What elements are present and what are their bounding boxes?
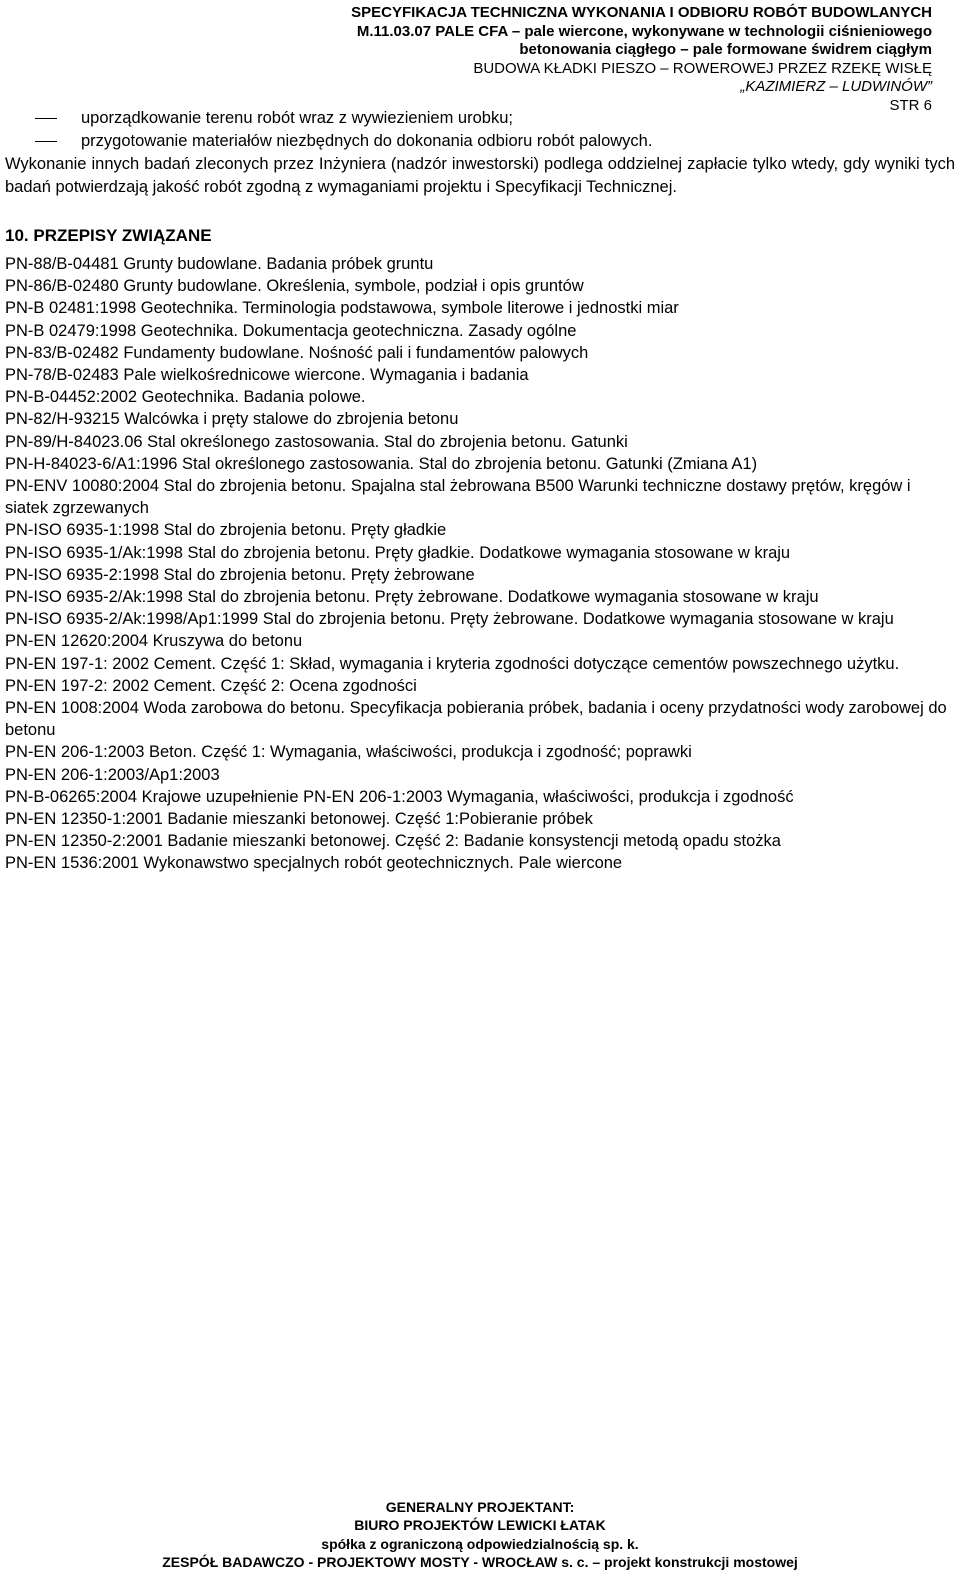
norm-item: PN-EN 197-1: 2002 Cement. Część 1: Skład, wymagania i kryteria zgodności dotyczące cementów powszechnego użytku. <box>5 654 900 673</box>
norm-item: PN-78/B-02483 Pale wielkośrednicowe wiercone. Wymagania i badania <box>5 366 529 385</box>
footer-general-designer-label: GENERALNY PROJEKTANT: <box>385 1499 575 1515</box>
page-header <box>351 4 932 116</box>
page-footer <box>0 1498 960 1572</box>
norm-item: PN-ISO 6935-1/Ak:1998 Stal do zbrojenia betonu. Pręty gładkie. Dodatkowe wymagania stosowane w kraju <box>5 543 791 562</box>
norm-item: PN-B 02479:1998 Geotechnika. Dokumentacja geotechniczna. Zasady ogólne <box>5 321 577 340</box>
norm-item: PN-ISO 6935-1:1998 Stal do zbrojenia betonu. Pręty gładkie <box>5 521 447 540</box>
norm-item: PN-B-04452:2002 Geotechnika. Badania polowe. <box>5 388 366 407</box>
norm-item: PN-EN 1008:2004 Woda zarobowa do betonu. Specyfikacja pobierania próbek, badania i oceny przydatności wody zarobowej do betonu <box>5 699 947 740</box>
dash-bullet-icon <box>35 141 57 142</box>
norm-item: PN-ISO 6935-2:1998 Stal do zbrojenia betonu. Pręty żebrowane <box>5 565 475 584</box>
norm-item: PN-B-06265:2004 Krajowe uzupełnienie PN-EN 206-1:2003 Wymagania, właściwości, produkcja i zgodność <box>5 787 794 806</box>
norm-item: PN-86/B-02480 Grunty budowlane. Określenia, symbole, podział i opis gruntów <box>5 277 584 296</box>
header-spec-title: SPECYFIKACJA TECHNICZNA WYKONANIA I ODBIORU ROBÓT BUDOWLANYCH <box>351 4 932 21</box>
norm-item: PN-89/H-84023.06 Stal określonego zastosowania. Stal do zbrojenia betonu. Gatunki <box>5 432 628 451</box>
norm-item: PN-EN 206-1:2003 Beton. Część 1: Wymagania, właściwości, produkcja i zgodność; poprawki <box>5 743 692 762</box>
norm-item: PN-EN 12620:2004 Kruszywa do betonu <box>5 632 303 651</box>
norm-item: PN-ISO 6935-2/Ak:1998 Stal do zbrojenia betonu. Pręty żebrowane. Dodatkowe wymagania stosowane w kraju <box>5 588 819 607</box>
norm-item: PN-EN 12350-1:2001 Badanie mieszanki betonowej. Część 1:Pobieranie próbek <box>5 810 593 829</box>
section-title: 10. PRZEPISY ZWIĄZANE <box>5 226 212 245</box>
footer-company-name: BIURO PROJEKTÓW LEWICKI ŁATAK <box>354 1517 606 1534</box>
page-number: STR 6 <box>889 96 932 114</box>
bullet-text: uporządkowanie terenu robót wraz z wywiezieniem urobku; <box>81 109 513 127</box>
bullet-item <box>5 130 955 153</box>
norm-item: PN-83/B-02482 Fundamenty budowlane. Nośność pali i fundamentów palowych <box>5 343 589 362</box>
bullet-text: przygotowanie materiałów niezbędnych do dokonania odbioru robót palowych. <box>81 132 653 150</box>
header-spec-code: M.11.03.07 PALE CFA – pale wiercone, wykonywane w technologii ciśnieniowego <box>356 22 932 40</box>
footer-company-form: spółka z ograniczoną odpowiedzialnością sp. k. <box>321 1535 639 1552</box>
norm-item: PN-EN 12350-2:2001 Badanie mieszanki betonowej. Część 2: Badanie konsystencji metodą opadu stożka <box>5 832 781 851</box>
paragraph-additional-tests: Wykonanie innych badań zleconych przez Inżyniera (nadzór inwestorski) podlega oddzielnej zapłacie tylko wtedy, gdy wyniki tych badań potwierdzają jakość robót zgodną z wymaganiami projektu i Specyfikacji Technicznej. <box>5 155 955 196</box>
header-spec-code-cont: betonowania ciągłego – pale formowane świdrem ciągłym <box>519 41 932 59</box>
footer-team-name: ZESPÓŁ BADAWCZO - PROJEKTOWY MOSTY - WROCŁAW s. c. – projekt konstrukcji mostowej <box>162 1554 798 1571</box>
norm-item: PN-88/B-04481 Grunty budowlane. Badania próbek gruntu <box>5 255 434 273</box>
page-content <box>5 107 955 875</box>
bullet-item <box>5 107 955 130</box>
norm-item: PN-B 02481:1998 Geotechnika. Terminologia podstawowa, symbole literowe i jednostki miar <box>5 299 679 318</box>
norm-item: PN-EN 206-1:2003/Ap1:2003 <box>5 765 220 784</box>
header-project-name: BUDOWA KŁADKI PIESZO – ROWEROWEJ PRZEZ RZEKĘ WISŁĘ <box>473 59 932 77</box>
norm-item: PN-H-84023-6/A1:1996 Stal określonego zastosowania. Stal do zbrojenia betonu. Gatunki (Zmiana A1) <box>5 454 758 473</box>
norm-item: PN-ISO 6935-2/Ak:1998/Ap1:1999 Stal do zbrojenia betonu. Pręty żebrowane. Dodatkowe wymagania stosowane w kraju <box>5 610 894 629</box>
norm-item: PN-ENV 10080:2004 Stal do zbrojenia betonu. Spajalna stal żebrowana B500 Warunki techniczne dostawy prętów, kręgów i siatek zgrzewanych <box>5 477 911 518</box>
norms-list <box>5 253 955 875</box>
header-project-location: „KAZIMIERZ – LUDWINÓW” <box>740 78 932 96</box>
norm-item: PN-EN 1536:2001 Wykonawstwo specjalnych robót geotechnicznych. Pale wiercone <box>5 854 623 873</box>
norm-item: PN-82/H-93215 Walcówka i pręty stalowe do zbrojenia betonu <box>5 410 459 429</box>
norm-item: PN-EN 197-2: 2002 Cement. Część 2: Ocena zgodności <box>5 676 417 695</box>
dash-bullet-icon <box>35 118 57 119</box>
